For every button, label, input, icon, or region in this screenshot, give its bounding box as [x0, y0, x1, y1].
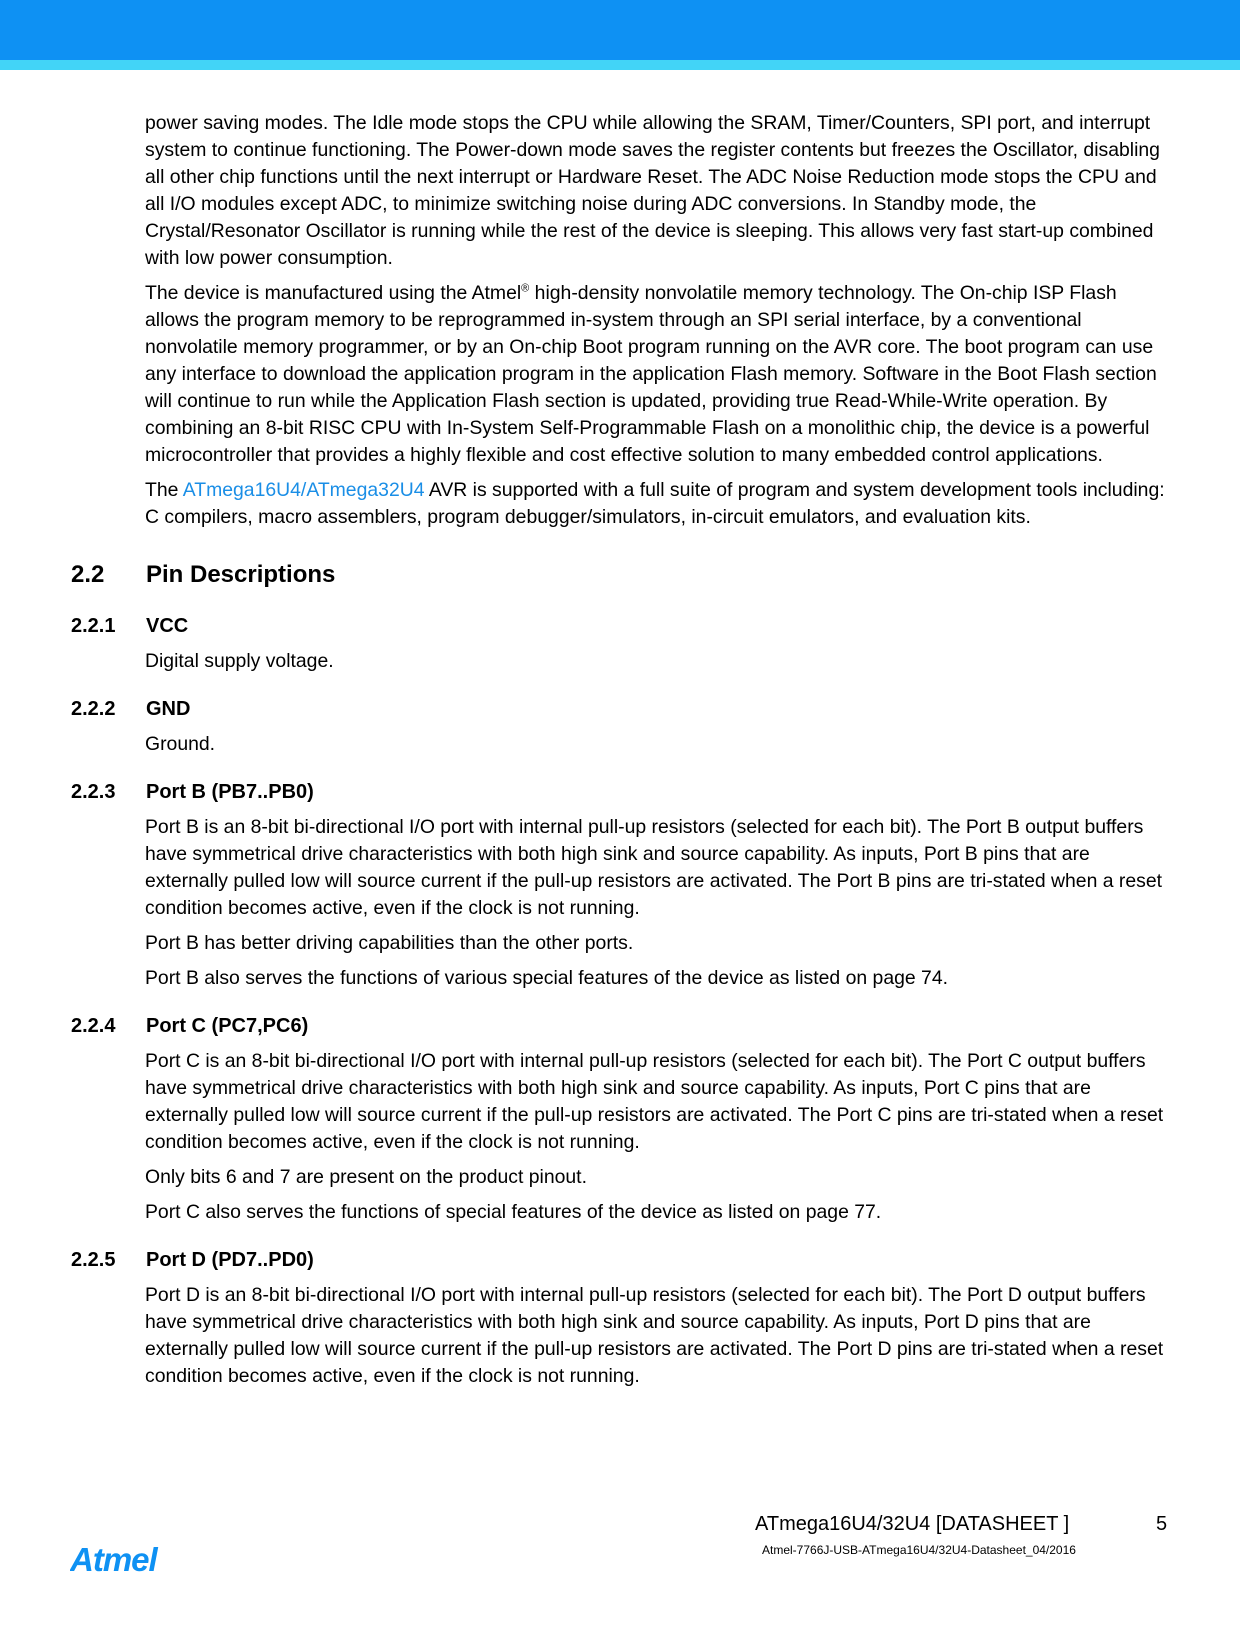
header-accent-line: [0, 60, 1240, 70]
subsection-heading-vcc: [0, 612, 1240, 640]
port-c-paragraph-2: Only bits 6 and 7 are present on the product pinout.: [145, 1166, 587, 1188]
section-title: Pin Descriptions: [146, 561, 336, 588]
text-run: high-density nonvolatile memory technology. The On-chip ISP Flash allows the program memory to be reprogrammed in-system through an SPI serial interface, by a conventional nonvolatile memory programmer, or by an On-chip Boot program running on the AVR core. The boot program can use any interface to download the application program in the application Flash memory. Software in the Boot Flash section will continue to run while the Application Flash section is updated, providing true Read-While-Write operation. By combining an 8-bit RISC CPU with In-System Self-Programmable Flash on a monolithic chip, the device is a powerful microcontroller that provides a highly flexible and cost effective solution to many embedded control applications.: [145, 282, 1157, 466]
subsection-title: Port B (PB7..PB0): [146, 781, 314, 803]
page-footer: [0, 1510, 1240, 1610]
text-run: The device is manufactured using the Atmel: [145, 282, 522, 304]
logo-text: Atmel: [70, 1541, 157, 1578]
subsection-heading-port-c: [0, 1012, 1240, 1040]
port-b-paragraph-1: Port B is an 8-bit bi-directional I/O port with internal pull-up resistors (selected for each bit). The Port B output buffers have symmetrical drive characteristics with both high sink and source capability. As inputs, Port B pins that are externally pulled low will source current if the pull-up resistors are activated. The Port B pins are tri-stated when a reset condition becomes active, even if the clock is not running.: [145, 816, 1163, 919]
registered-mark: ®: [521, 282, 530, 295]
subsection-title: GND: [146, 698, 191, 720]
subsection-number: 2.2.2: [71, 698, 116, 720]
intro-paragraph-1: power saving modes. The Idle mode stops the CPU while allowing the SRAM, Timer/Counters, SPI port, and interrupt system to continue functioning. The Power-down mode saves the register contents but freezes the Oscillator, disabling all other chip functions until the next interrupt or Hardware Reset. The ADC Noise Reduction mode stops the CPU and all I/O modules except ADC, to minimize switching noise during ADC conversions. In Standby mode, the Crystal/Resonator Oscillator is running while the rest of the device is sleeping. This allows very fast start-up combined with low power consumption.: [145, 112, 1160, 269]
subsection-number: 2.2.5: [71, 1249, 116, 1271]
atmel-logo: [70, 1540, 180, 1580]
device-link[interactable]: ATmega16U4/ATmega32U4: [182, 479, 425, 501]
port-d-paragraph-1: Port D is an 8-bit bi-directional I/O port with internal pull-up resistors (selected for each bit). The Port D output buffers have symmetrical drive characteristics with both high sink and source capability. As inputs, Port D pins that are externally pulled low will source current if the pull-up resistors are activated. The Port D pins are tri-stated when a reset condition becomes active, even if the clock is not running.: [145, 1284, 1164, 1387]
section-heading: [0, 558, 1240, 592]
vcc-paragraph: Digital supply voltage.: [145, 650, 334, 672]
page-content: [0, 110, 1240, 1398]
gnd-paragraph: Ground.: [145, 733, 216, 755]
subsection-heading-port-d: [0, 1246, 1240, 1274]
intro-paragraph-3: [145, 477, 1165, 531]
subsection-heading-port-b: [0, 778, 1240, 806]
port-c-paragraph-1: Port C is an 8-bit bi-directional I/O port with internal pull-up resistors (selected for each bit). The Port C output buffers have symmetrical drive characteristics with both high sink and source capability. As inputs, Port C pins that are externally pulled low will source current if the pull-up resistors are activated. The Port C pins are tri-stated when a reset condition becomes active, even if the clock is not running.: [145, 1050, 1164, 1153]
subsection-number: 2.2.3: [71, 781, 116, 803]
port-b-paragraph-3: Port B also serves the functions of various special features of the device as listed on page 74.: [145, 967, 949, 989]
port-b-paragraph-2: Port B has better driving capabilities than the other ports.: [145, 932, 634, 954]
subsection-title: VCC: [146, 615, 189, 637]
section-number: 2.2: [71, 561, 105, 588]
subsection-number: 2.2.4: [71, 1015, 116, 1037]
page-number: 5: [1156, 1513, 1168, 1535]
port-c-paragraph-3: Port C also serves the functions of special features of the device as listed on page 77.: [145, 1201, 882, 1223]
subsection-number: 2.2.1: [71, 615, 116, 637]
text-run: The: [145, 479, 183, 501]
subsection-title: Port C (PC7,PC6): [146, 1015, 309, 1037]
subsection-heading-gnd: [0, 695, 1240, 723]
document-title: ATmega16U4/32U4 [DATASHEET ]: [755, 1513, 1070, 1535]
text-run: AVR is supported with a full suite of program and system development tools including: C compilers, macro assemblers, program debugger/simulators, in-circuit emulators, and evaluation kits.: [145, 479, 1165, 528]
document-id: Atmel-7766J-USB-ATmega16U4/32U4-Datasheet_04/2016: [762, 1543, 1076, 1557]
intro-paragraph-2: [145, 280, 1165, 469]
subsection-title: Port D (PD7..PD0): [146, 1249, 314, 1271]
header-band: [0, 0, 1240, 60]
